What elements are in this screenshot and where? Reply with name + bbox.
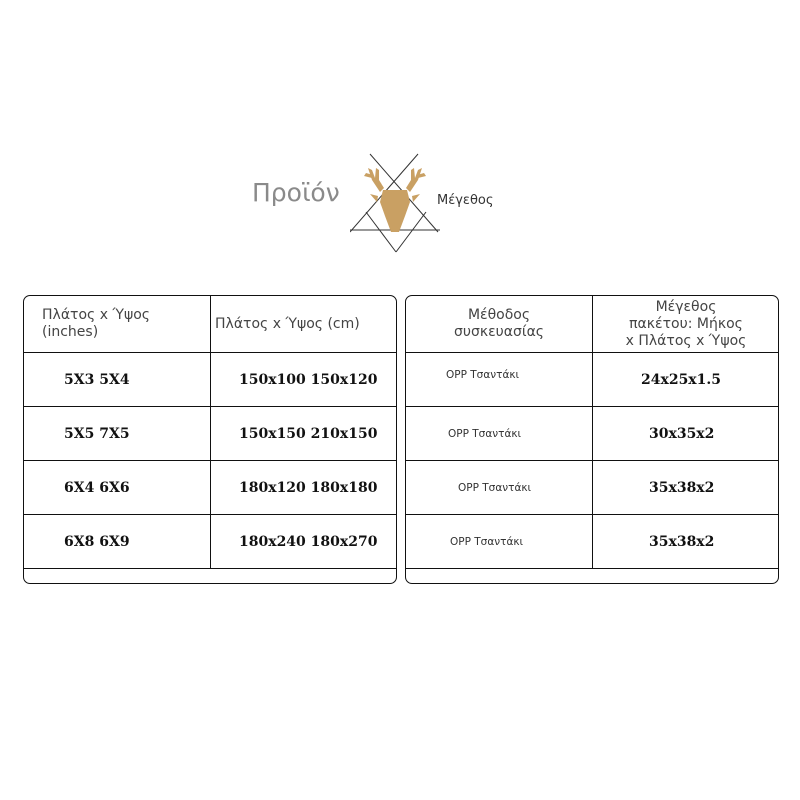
header-label: Μέθοδος συσκευασίας [453,307,545,340]
table-cell: 150x100 150x120 [239,371,378,388]
table-row [406,353,778,407]
table-cell: 6X4 6X6 [64,479,130,496]
table-cell: 5X3 5X4 [64,371,130,388]
header-cell-cm [211,296,397,352]
table-cell: OPP Τσαντάκι [448,427,522,440]
table-row [406,407,778,461]
size-table [23,295,397,584]
page-title: Προϊόν [252,178,340,207]
table-cell: 30x35x2 [649,425,715,442]
header-label: Πλάτος x Ύψος (inches) [42,307,151,340]
table-cell: 150x150 210x150 [239,425,378,442]
table-row [406,461,778,515]
table-row [24,461,396,515]
table-row [406,515,778,569]
table-cell: 35x38x2 [649,479,715,496]
packaging-table [405,295,779,584]
header-cell-package-size [593,296,779,352]
table-header-row [24,296,396,353]
table-cell: 6X8 6X9 [64,533,130,550]
table-header-row [406,296,778,353]
table-cell: 180x120 180x180 [239,479,378,496]
deer-head-triangle-logo-icon [350,150,440,256]
table-row [24,515,396,569]
table-row [24,353,396,407]
table-cell: OPP Τσαντάκι [450,535,524,548]
table-cell: OPP Τσαντάκι [446,369,520,381]
table-cell: 35x38x2 [649,533,715,550]
page-subtitle: Μέγεθος [437,193,494,208]
header-cell-inches [24,296,210,352]
table-cell: 180x240 180x270 [239,533,378,550]
header-label: Πλάτος x Ύψος (cm) [215,315,360,332]
table-cell: OPP Τσαντάκι [458,481,532,494]
table-row [24,407,396,461]
header-label: Μέγεθος πακέτου: Μήκος x Πλάτος x Ύψος [625,298,747,349]
table-cell: 24x25x1.5 [641,371,722,388]
header-cell-packaging [406,296,592,352]
table-cell: 5X5 7X5 [64,425,130,442]
